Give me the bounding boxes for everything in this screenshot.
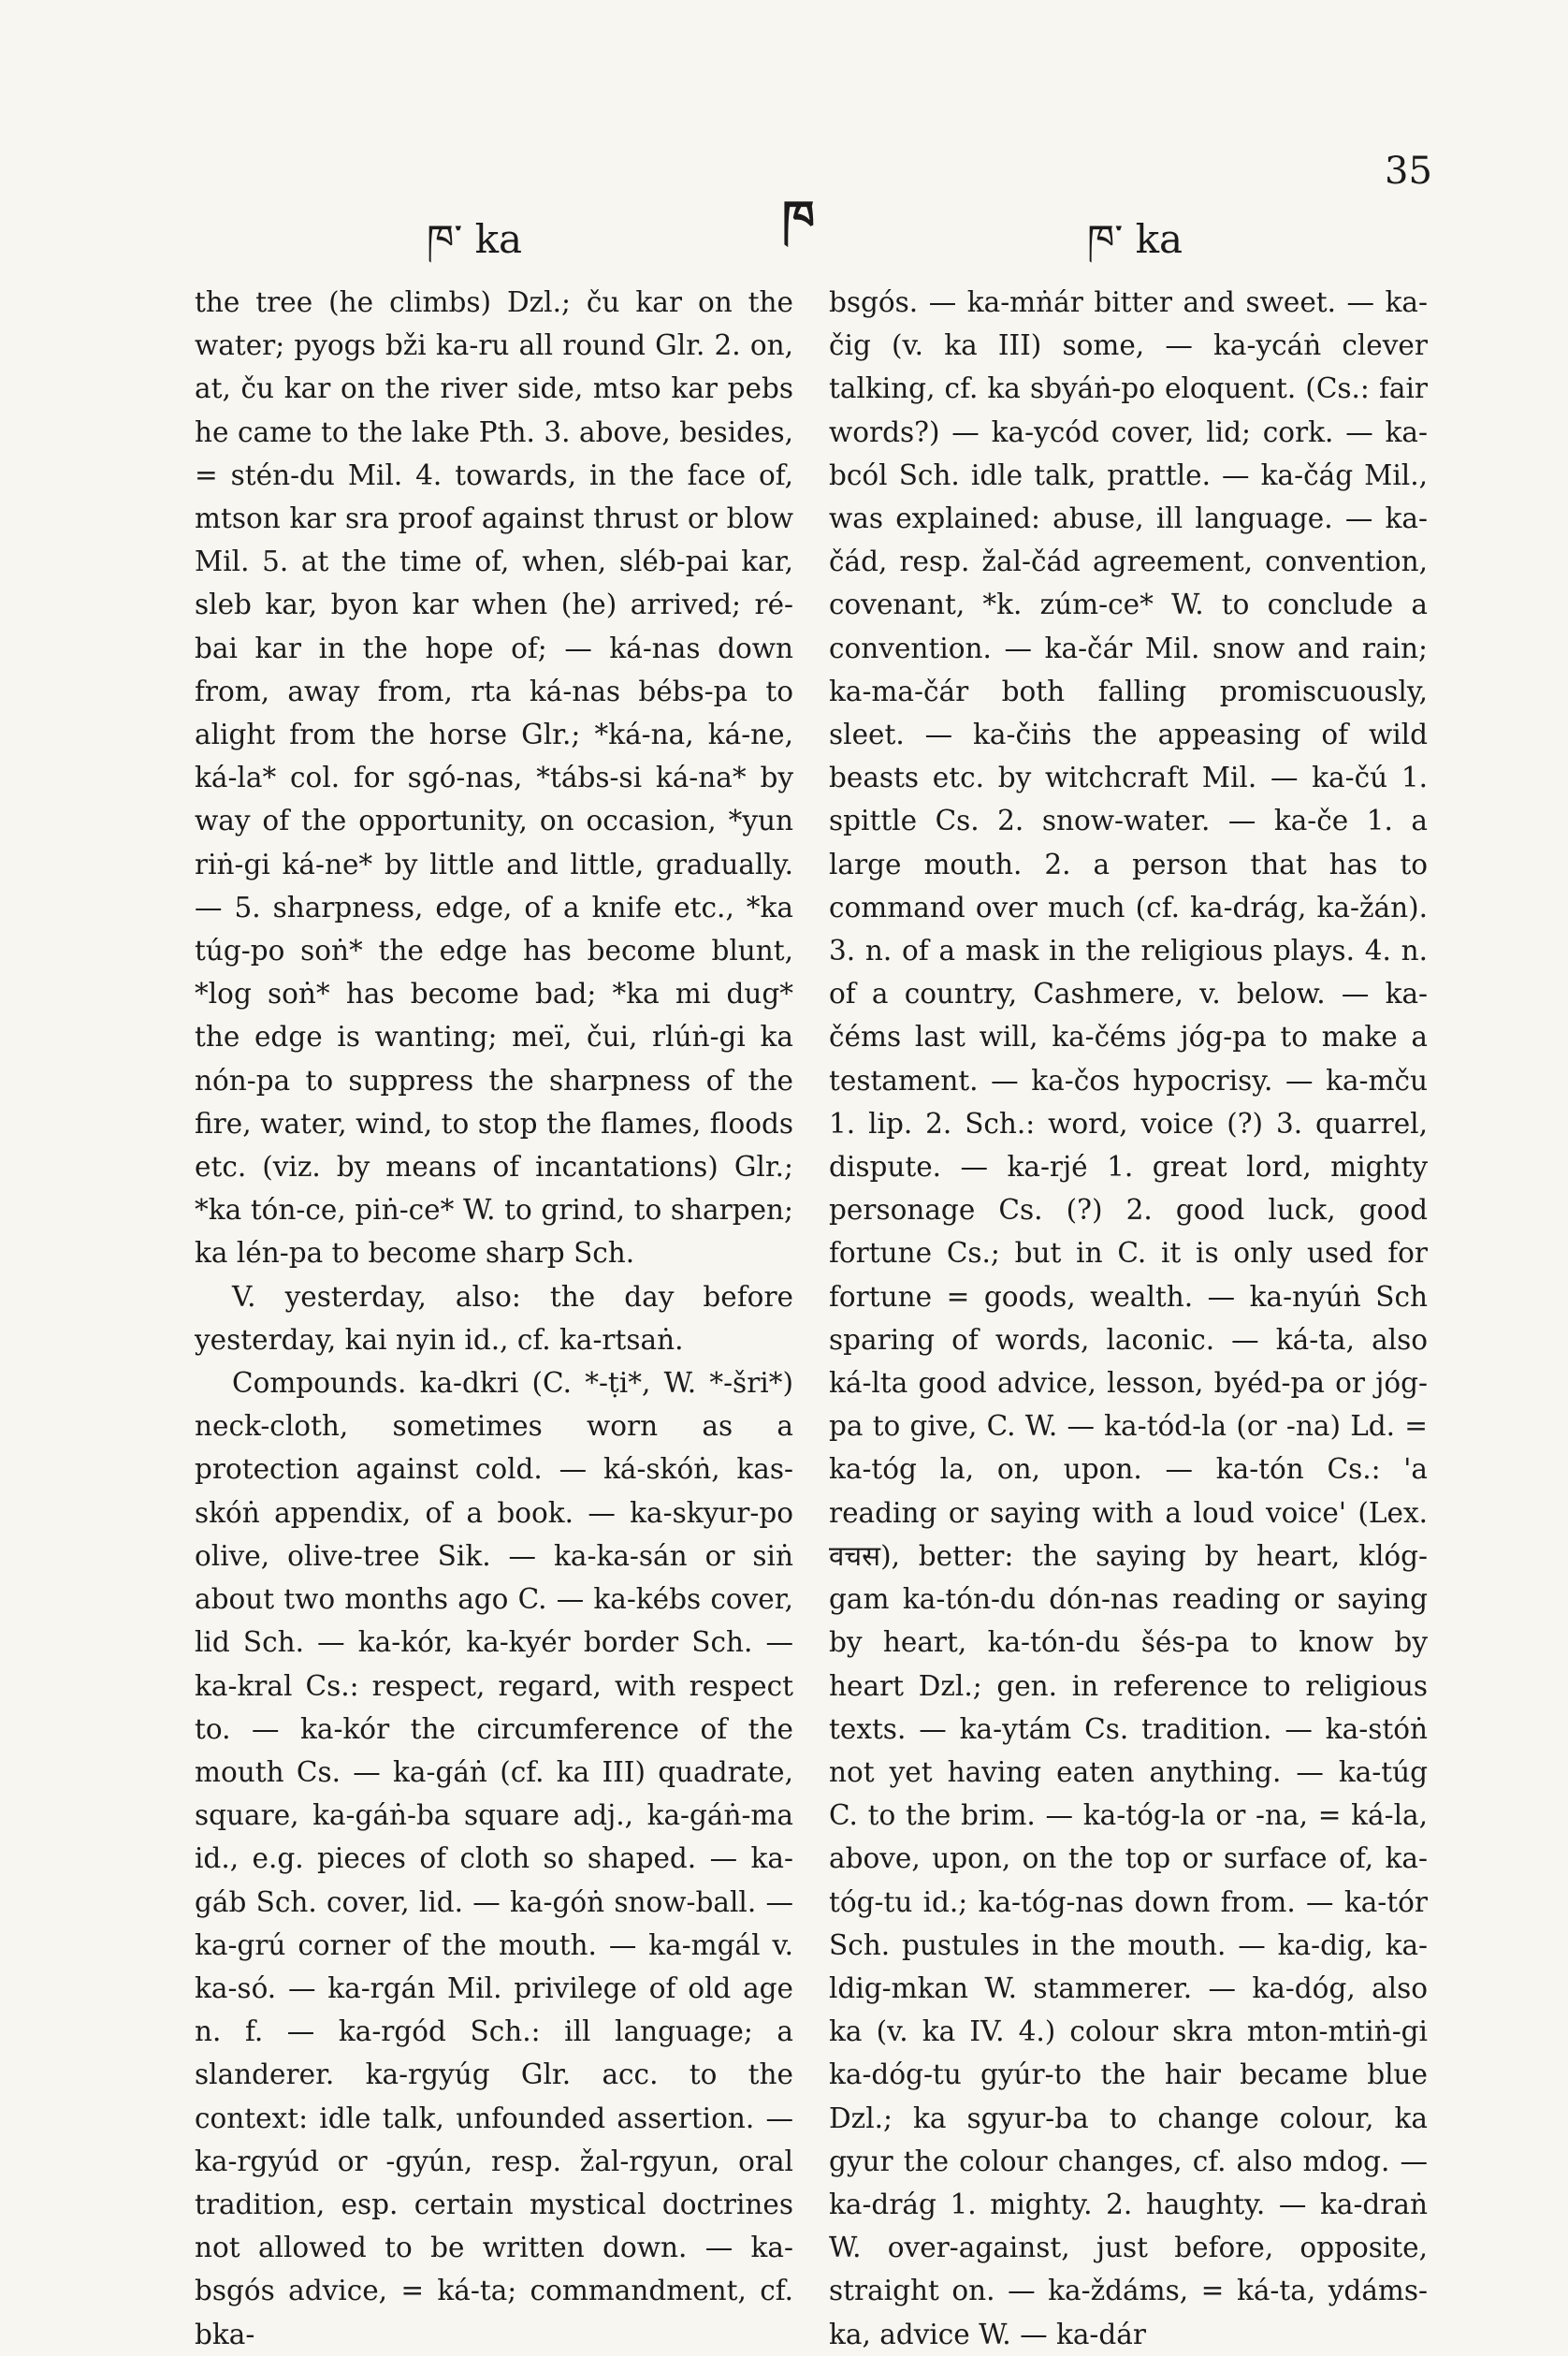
entry-paragraph: bsgós. — ka-mṅár bitter and sweet. — ka-čig (v. ka III) some, — ka-ycáṅ clever talking, cf. ka sbyáṅ-po eloquent. (Cs.: fair words?) — ka-ycód cover, lid; cork. — ka-bcól Sch. idle talk, prattle. — ka-čág Mil., was explained: abuse, ill language. — ka-čád, resp. žal-čád agreement, convention, covenant, *k. zúm-ce* W. to conclude a convention. — ka-čár Mil. snow and rain; ka-ma-čár both falling promiscuously, sleet. — ka-čiṅs the appeasing of wild beasts etc. by witchcraft Mil. — ka-čú 1. spittle Cs. 2. snow-water. — ka-če 1. a large mouth. 2. a person that has to command over much (cf. ka-drág, ka-žán). 3. n. of a mask in the religious plays. 4. n. of a country, Cashmere, v. below. — ka-čéms last will, ka-čéms jóg-pa to make a testament. — ka-čos hypocrisy. — ka-mču 1. lip. 2. Sch.: word, voice (?) 3. quarrel, dispute. — ka-rjé 1. great lord, mighty personage Cs. (?) 2. good luck, good fortune Cs.; but in C. it is only used for fortune = goods, wealth. — ka-nyúṅ Sch sparing of words, laconic. — ká-ta, also ká-lta good advice, lesson, byéd-pa or jóg-pa to give, C. W. — ka-tód-la (or -na) Ld. = ka-tóg la, on, upon. — ka-tón Cs.: 'a reading or saying with a loud voice' (Lex. वचस), better: the saying by heart, klóg-gam ka-tón-du dón-nas reading or saying by heart, ka-tón-du šés-pa to know by heart Dzl.; gen. in reference to religious texts. — ka-ytám Cs. tradition. — ka-stóṅ not yet having eaten anything. — ka-túg C. to the brim. — ka-tóg-la or -na, = ká-la, above, upon, on the top or surface of, ka-tóg-tu id.; ka-tóg-nas down from. — ka-tór Sch. pustules in the mouth. — ka-dig, ka-ldig-mkan W. stammerer. — ka-dóg, also ka (v. ka IV. 4.) colour skra mton-mtiṅ-gi ka-dóg-tu gyúr-to the hair became blue Dzl.; ka sgyur-ba to change colour, ka gyur the colour changes, cf. also mdog. — ka-drág 1. mighty. 2. haughty. — ka-draṅ W. over-against, just before, opposite, straight on. — ka-ždáms, = ká-ta, ydáms-ka, advice W. — ka-dár [829, 286, 1428, 2350]
header-left-headword: ཁ་ ka [427, 216, 523, 262]
left-column [195, 281, 793, 2350]
entry-paragraph: Compounds. ka-dkri (C. *-ṭi*, W. *-šri*) neck-cloth, sometimes worn as a protection against cold. — ká-skóṅ, kas-skóṅ appendix, of a book. — ka-skyur-po olive, olive-tree Sik. — ka-ka-sán or siṅ about two months ago C. — ka-kébs cover, lid Sch. — ka-kór, ka-kyér border Sch. — ka-kral Cs.: respect, regard, with respect to. — ka-kór the circumference of the mouth Cs. — ka-gáṅ (cf. ka III) quadrate, square, ka-gáṅ-ba square adj., ka-gáṅ-ma id., e.g. pieces of cloth so shaped. — ka-gáb Sch. cover, lid. — ka-góṅ snow-ball. — ka-grú corner of the mouth. — ka-mgál v. ka-só. — ka-rgán Mil. privilege of old age n. f. — ka-rgód Sch.: ill language; a slanderer. ka-rgyúg Glr. acc. to the context: idle talk, unfounded assertion. — ka-rgyúd or -gyún, resp. žal-rgyun, oral tradition, esp. certain mystical doctrines not allowed to be written down. — ka-bsgós advice, = ká-ta; commandment, cf. bka- [195, 1367, 793, 2350]
right-column [829, 281, 1428, 2350]
page-number: 35 [1385, 150, 1432, 193]
entry-paragraph: V. yesterday, also: the day before yesterday, kai nyin id., cf. ka-rtsaṅ. [195, 1280, 793, 1356]
page-header [0, 0, 1568, 281]
header-right-headword: ཁ་ ka [1087, 216, 1183, 262]
header-center-letter: ཁ [782, 190, 815, 245]
entry-paragraph: the tree (he climbs) Dzl.; ču kar on the water; pyogs bži ka-ru all round Glr. 2. on, at, ču kar on the river side, mtso kar pebs he came to the lake Pth. 3. above, besides, = stén-du Mil. 4. towards, in the face of, mtson kar sra proof against thrust or blow Mil. 5. at the time of, when, sléb-pai kar, sleb kar, byon kar when (he) arrived; ré-bai kar in the hope of; — ká-nas down from, away from, rta ká-nas bébs-pa to alight from the horse Glr.; *ká-na, ká-ne, ká-la* col. for sgó-nas, *tábs-si ká-na* by way of the opportunity, on occasion, *yun riṅ-gi ká-ne* by little and little, gradually. — 5. sharpness, edge, of a knife etc., *ka túg-po soṅ* the edge has become blunt, *log soṅ* has become bad; *ka mi dug* the edge is wanting; meï, čui, rlúṅ-gi ka nón-pa to suppress the sharpness of the fire, water, wind, to stop the flames, floods etc. (viz. by means of incantations) Glr.; *ka tón-ce, piṅ-ce* W. to grind, to sharpen; ka lén-pa to become sharp Sch. [195, 286, 793, 1270]
